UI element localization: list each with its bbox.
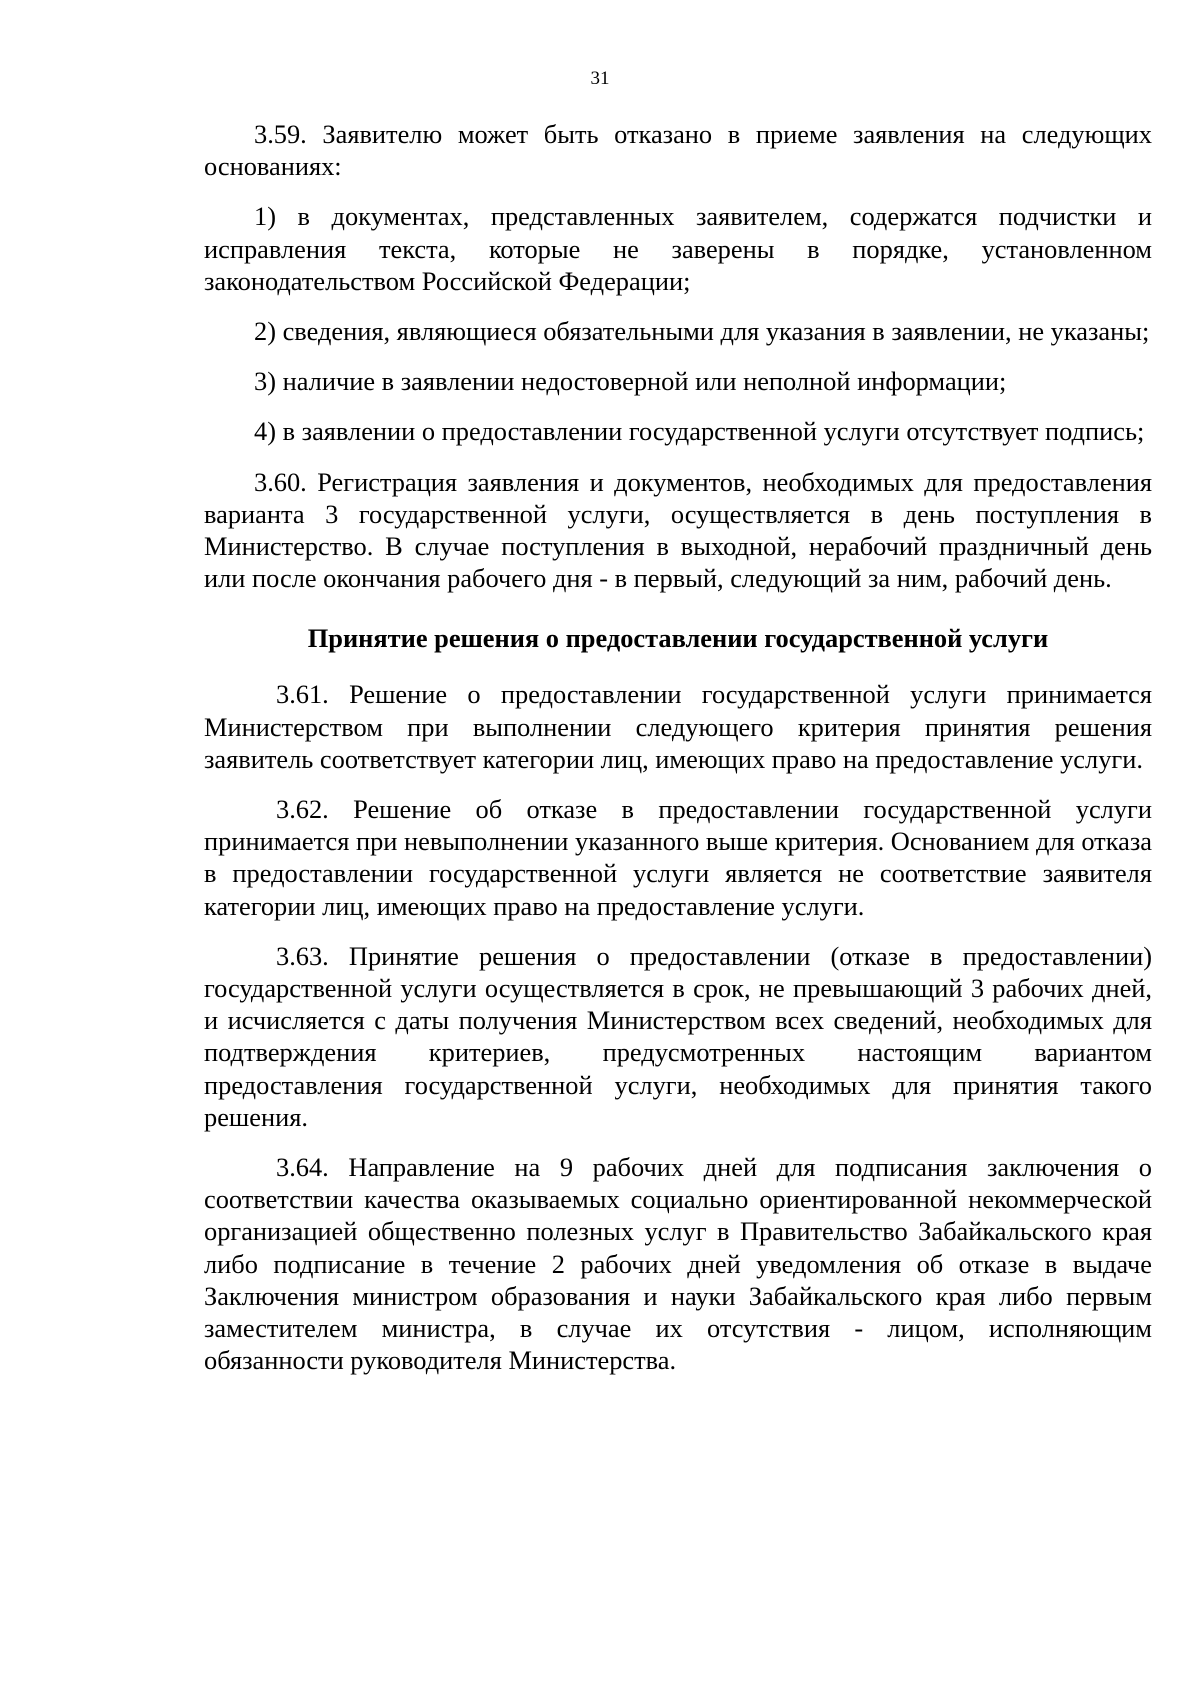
paragraph-3-62: 3.62. Решение об отказе в предоставлении государственной услуги принимается при невыполнении указанного выше критерия. Основанием для отказа в предоставлении государственной услуги является не соответствие заявителя категории лиц, имеющих право на предоставление услуги. [204, 794, 1152, 921]
list-item-2: 2) сведения, являющиеся обязательными для указания в заявлении, не указаны; [254, 316, 1150, 347]
paragraph-3-61: 3.61. Решение о предоставлении государственной услуги принимается Министерством при выполнении следующего критерия принятия решения заявитель соответствует категории лиц, имеющих право на предоставление услуги. [204, 679, 1152, 774]
list-item-4: 4) в заявлении о предоставлении государственной услуги отсутствует подпись; [254, 416, 1145, 447]
paragraph-3-59: 3.59. Заявителю может быть отказано в приеме заявления на следующих основаниях: [204, 119, 1152, 182]
page-number: 31 [590, 68, 610, 89]
paragraph-3-60: 3.60. Регистрация заявления и документов, необходимых для предоставления варианта 3 государственной услуги, осуществляется в день поступления в Министерство. В случае поступления в выходной, нерабочий праздничный день или после окончания рабочего дня - в первый, следующий за ним, рабочий день. [204, 466, 1152, 594]
section-heading: Принятие решения о предоставлении государственной услуги [307, 623, 1049, 654]
paragraph-3-63: 3.63. Принятие решения о предоставлении (отказе в предоставлении) государственной услуги осуществляется в срок, не превышающий 3 рабочих дней, и исчисляется с даты получения Министерством всех сведений, необходимых для подтверждения критериев, предусмотренных настоящим вариантом предоставления государственной услуги, необходимых для принятия такого решения. [204, 940, 1152, 1132]
document-body [204, 118, 1152, 1395]
list-item-3: 3) наличие в заявлении недостоверной или неполной информации; [254, 366, 1007, 397]
list-item-1: 1) в документах, представленных заявителем, содержатся подчистки и исправления текста, которые не заверены в порядке, установленном законодательством Российской Федерации; [204, 201, 1152, 296]
paragraph-3-64: 3.64. Направление на 9 рабочих дней для подписания заключения о соответствии качества оказываемых социально ориентированной некоммерческой организацией общественно полезных услуг в Правительство Забайкальского края либо подписание в течение 2 рабочих дней уведомления об отказе в выдаче Заключения министром образования и науки Забайкальского края либо первым заместителем министра, в случае их отсутствия - лицом, исполняющим обязанности руководителя Министерства. [204, 1152, 1152, 1376]
